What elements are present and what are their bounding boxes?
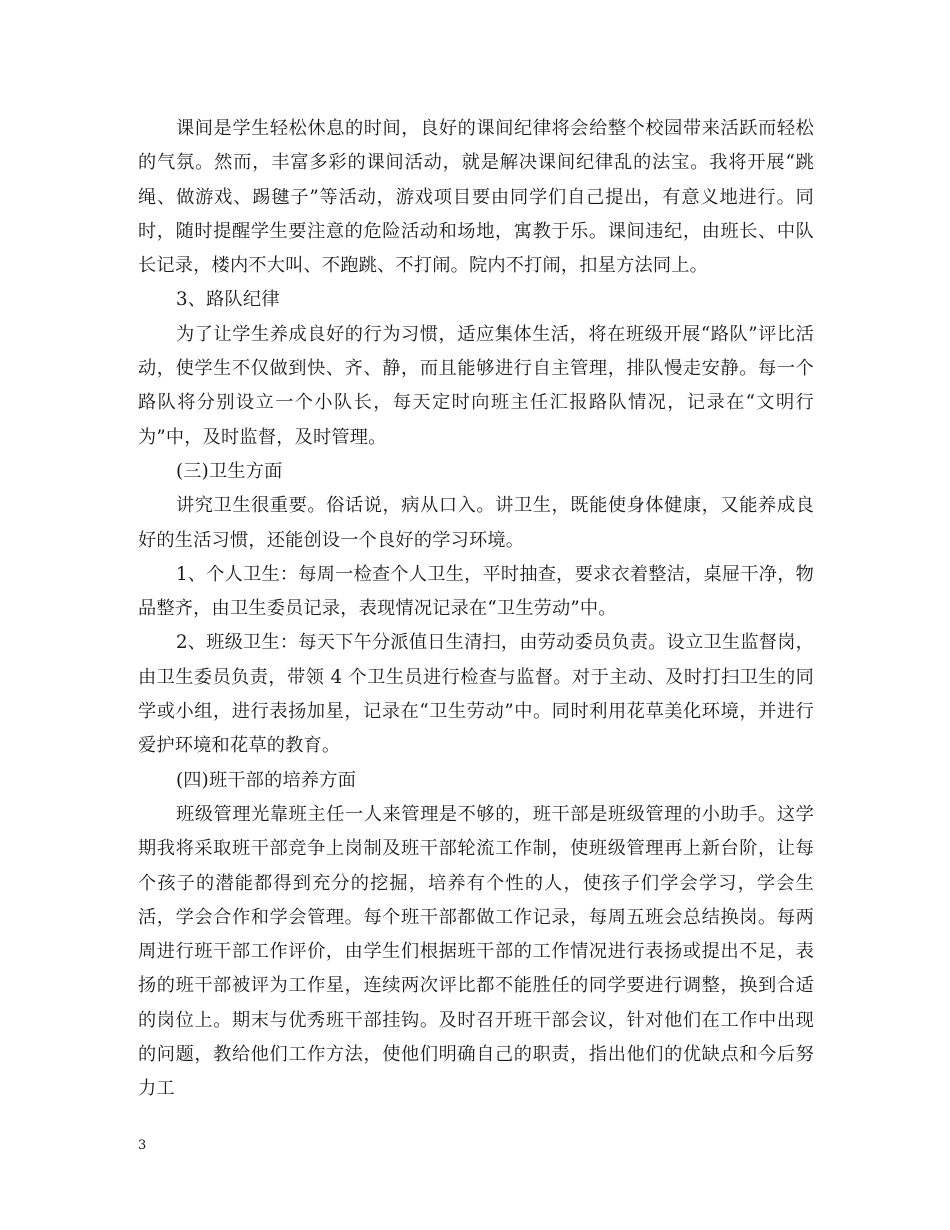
paragraph-queue-discipline: 为了让学生养成良好的行为习惯，适应集体生活，将在班级开展“路队”评比活动，使学生不仅做到快、齐、静，而且能够进行自主管理，排队慢走安静。每一个路队将分别设立一个小队长，每天定时向班主任汇报路队情况，记录在“文明行为”中，及时监督，及时管理。 — [138, 323, 814, 448]
paragraph-class-hygiene: 2、班级卫生：每天下午分派值日生清扫，由劳动委员负责。设立卫生监督岗，由卫生委员负责，带领 4 个卫生员进行检查与监督。对于主动、及时打扫卫生的同学或小组，进行表扬加星，记录在“卫生劳动”中。同时利用花草美化环境，并进行爱护环境和花草的教育。 — [138, 632, 814, 757]
paragraph-class-cadre: 班级管理光靠班主任一人来管理是不够的，班干部是班级管理的小助手。这学期我将采取班干部竞争上岗制及班干部轮流工作制，使班级管理再上新台阶，让每个孩子的潜能都得到充分的挖掘，培养有个性的人，使孩子们学会学习，学会生活，学会合作和学会管理。每个班干部都做工作记录，每周五班会总结换岗。每两周进行班干部工作评价，由学生们根据班干部的工作情况进行表扬或提出不足，表扬的班干部被评为工作星，连续两次评比都不能胜任的同学要进行调整，换到合适的岗位上。期末与优秀班干部挂钩。及时召开班干部会议，针对他们在工作中出现的问题，教给他们工作方法，使他们明确自己的职责，指出他们的优缺点和今后努力工 — [138, 803, 814, 1100]
heading-class-cadre: (四)班干部的培养方面 — [176, 769, 357, 791]
paragraph-hygiene-intro: 讲究卫生很重要。俗话说，病从口入。讲卫生，既能使身体健康，又能养成良好的生活习惯，还能创设一个良好的学习环境。 — [138, 495, 814, 551]
heading-hygiene: (三)卫生方面 — [176, 460, 283, 482]
page-number: 3 — [138, 1138, 147, 1153]
heading-queue-discipline: 3、路队纪律 — [176, 289, 280, 311]
document-body — [138, 112, 814, 1107]
paragraph-personal-hygiene: 1、个人卫生：每周一检查个人卫生，平时抽查，要求衣着整洁，桌屉干净，物品整齐，由卫生委员记录，表现情况记录在“卫生劳动”中。 — [138, 563, 814, 620]
paragraph-recess-discipline: 课间是学生轻松休息的时间，良好的课间纪律将会给整个校园带来活跃而轻松的气氛。然而，丰富多彩的课间活动，就是解决课间纪律乱的法宝。我将开展“跳绳、做游戏、踢毽子”等活动，游戏项目要由同学们自己提出，有意义地进行。同时，随时提醒学生要注意的危险活动和场地，寓教于乐。课间违纪，由班长、中队长记录，楼内不大叫、不跑跳、不打闹。院内不打闹，扣星方法同上。 — [138, 118, 814, 277]
